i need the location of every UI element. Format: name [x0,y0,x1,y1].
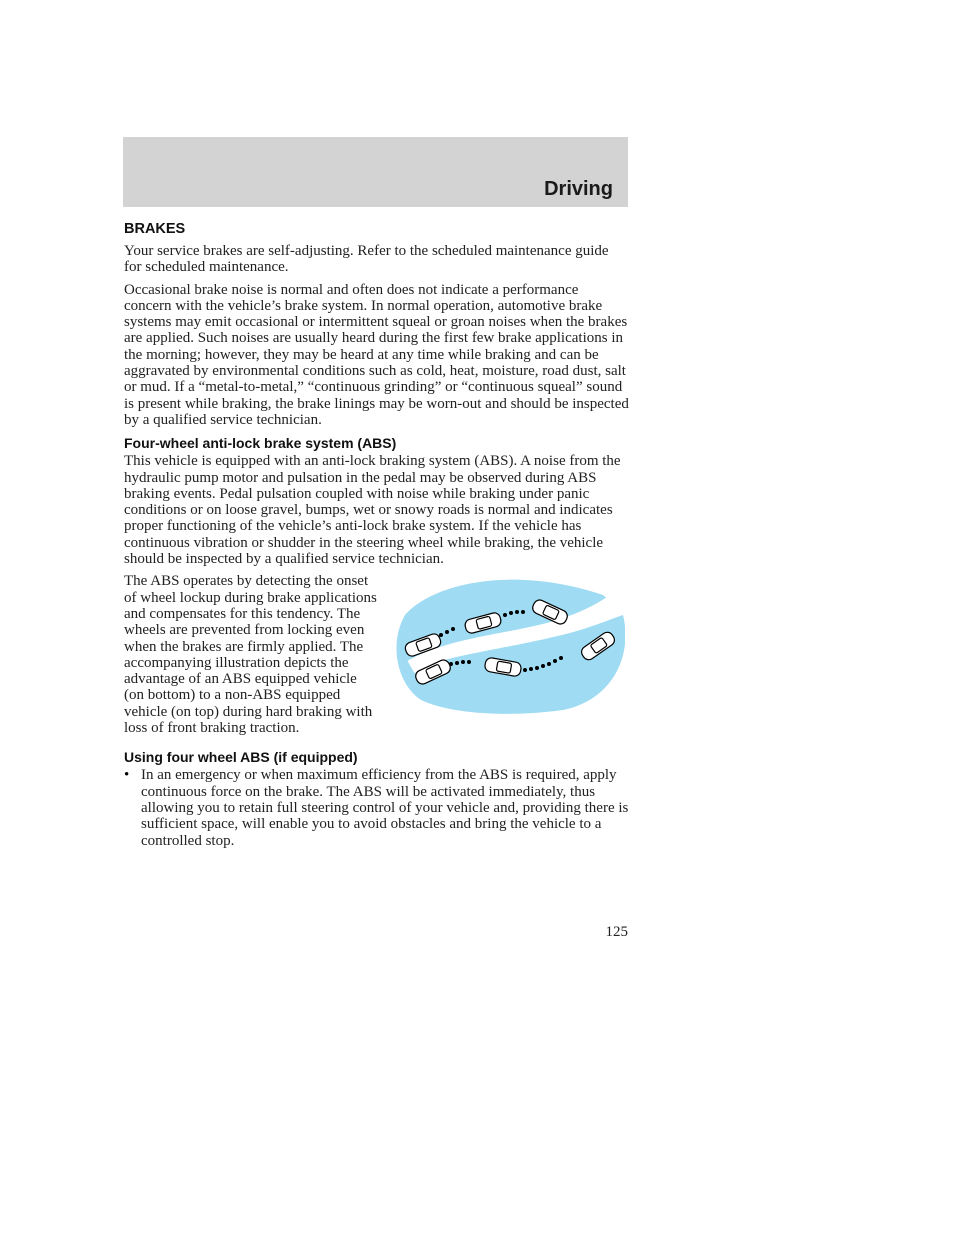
abs-paragraph-1: This vehicle is equipped with an anti-lock braking system (ABS). A noise from the hydraulic pump motor and pulsation in the pedal may be observed during ABS braking events. Pedal pulsation coupled with noise while braking under panic conditions or on loose gravel, bumps, wet or snowy roads is normal and indicates proper functioning of the vehicle’s anti-lock brake system. If the vehicle has continuous vibration or shudder in the steering wheel while braking, the vehicle should be inspected by a qualified service technician. [124,453,621,568]
abs-illustration-icon [393,575,625,715]
brakes-heading: BRAKES [124,221,186,237]
bullet-icon: • [124,767,130,784]
brakes-paragraph-2: Occasional brake noise is normal and often does not indicate a performance concern with the vehicle’s brake system. In normal operation, automotive brake systems may emit occasional or intermittent squeal or groan noises when the brakes are applied. Such noises are usually heard during the first few brake applications in the morning; however, they may be heard at any time while braking and can be aggravated by environmental conditions such as cold, heat, moisture, road dust, salt or mud. If a “metal-to-metal,” “continuous grinding” or “continuous squeal” sound is present while braking, the brake linings may be worn-out and should be inspected by a qualified service technician. [124,281,629,428]
section-title: Driving [544,178,613,200]
abs-illustration-svg [393,575,625,715]
abs-paragraph-2: The ABS operates by detecting the onset of wheel lockup during brake applications and compensates for this tendency. The wheels are prevented from locking even when the brakes are firmly applied. The accompanying illustration depicts the advantage of an ABS equipped vehicle (on bottom) to a non-ABS equipped vehicle (on top) during hard braking with loss of front braking traction. [124,573,377,737]
brakes-paragraph-1: Your service brakes are self-adjusting. Refer to the scheduled maintenance guide for scheduled maintenance. [124,243,609,276]
section-header-bar [123,137,628,207]
bullet-text: In an emergency or when maximum efficiency from the ABS is required, apply continuous force on the brake. The ABS will be activated immediately, thus allowing you to retain full steering control of your vehicle and, providing there is sufficient space, will enable you to avoid obstacles and bring the vehicle to a controlled stop. [141,767,629,849]
page-content [124,221,629,849]
page-number: 125 [605,924,628,940]
abs-heading: Four-wheel anti-lock brake system (ABS) [124,435,397,452]
list-item [124,767,629,848]
using-abs-heading: Using four wheel ABS (if equipped) [124,749,358,766]
